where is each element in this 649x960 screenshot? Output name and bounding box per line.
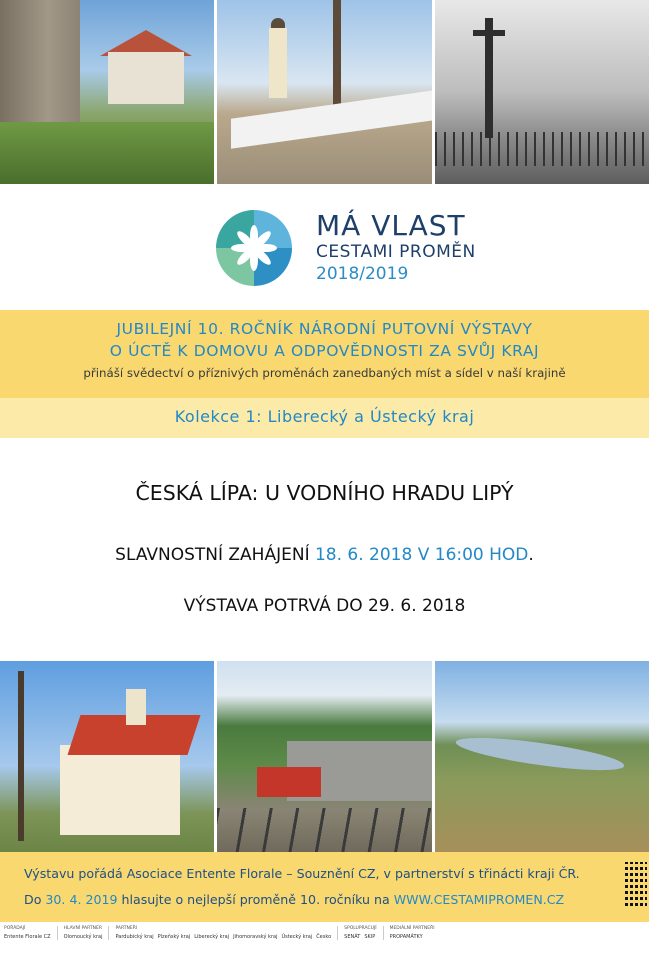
announcement-band (0, 310, 649, 398)
train-depot-photo (217, 661, 431, 852)
church-square-photo (217, 0, 431, 184)
partner-group-main (64, 926, 110, 940)
cross-monument-photo (435, 0, 649, 184)
qr-code-icon[interactable] (625, 862, 647, 906)
partner-logo: SENÁT (344, 934, 361, 940)
website-link[interactable]: WWW.CESTAMIPROMEN.CZ (393, 892, 565, 907)
partner-group-label: POŘÁDAJÍ (4, 926, 26, 931)
chapel-photo (0, 661, 214, 852)
flower-icon (216, 210, 292, 286)
partner-group-label: HLAVNÍ PARTNER (63, 926, 102, 931)
partner-logo: Entente Florale CZ (4, 934, 51, 940)
footer-photo-row (0, 661, 649, 852)
castle-photo (0, 0, 214, 184)
event-title: ČESKÁ LÍPA: U VODNÍHO HRADU LIPÝ (135, 481, 514, 505)
voting-date: 30. 4. 2019 (45, 892, 118, 907)
logo-years: 2018/2019 (316, 264, 409, 284)
partner-logo: Pardubický kraj (115, 934, 154, 940)
partner-logo: Olomoucký kraj (63, 934, 103, 940)
partner-logo: Liberecký kraj (194, 934, 230, 940)
partner-group-organizers (4, 926, 58, 940)
voting-prefix: Do (24, 892, 46, 907)
partner-group-cooperation (344, 926, 383, 940)
opening-date: 18. 6. 2018 V 16:00 HOD (314, 545, 529, 565)
voting-middle: hlasujte o nejlepší proměně 10. ročníku na (117, 892, 394, 907)
opening-line (0, 545, 649, 565)
logo-title: MÁ VLAST (316, 209, 466, 242)
lake-landscape-photo (435, 661, 649, 852)
opening-label: SLAVNOSTNÍ ZAHÁJENÍ (115, 545, 310, 565)
partner-group-label: MEDIÁLNÍ PARTNEŘI (389, 926, 435, 931)
header-photo-row (0, 0, 649, 184)
partner-logo: SKIP (364, 934, 376, 940)
voting-text (24, 892, 564, 907)
announcement-line-3: přináší svědectví o příznivých proměnách zanedbaných míst a sídel v naší krajině (83, 366, 566, 380)
logo-subtitle: CESTAMI PROMĚN (316, 242, 476, 262)
partner-logo: PROPAMÁTKY (389, 934, 423, 940)
footer-band (0, 852, 649, 922)
partner-logo: Ústecký kraj (281, 934, 313, 940)
exhibition-logo (216, 210, 476, 286)
announcement-line-2: O ÚCTĚ K DOMOVU A ODPOVĚDNOSTI ZA SVŮJ KRAJ (109, 342, 540, 360)
opening-end: . (528, 545, 534, 565)
partner-logo: Česko (316, 934, 332, 940)
partner-logos (0, 922, 649, 960)
partner-logo: Plzeňský kraj (157, 934, 191, 940)
collection-band: Kolekce 1: Liberecký a Ústecký kraj (0, 398, 649, 438)
partner-group-label: SPOLUPRACUJÍ (344, 926, 377, 931)
duration-line: VÝSTAVA POTRVÁ DO 29. 6. 2018 (183, 596, 466, 616)
partner-group-label: PARTNEŘI (115, 926, 138, 931)
partner-logo: Jihomoravský kraj (233, 934, 278, 940)
organizer-text: Výstavu pořádá Asociace Entente Florale – Souznění CZ, v partnerství s třinácti kraji ČR. (24, 866, 580, 881)
announcement-line-1: JUBILEJNÍ 10. ROČNÍK NÁRODNÍ PUTOVNÍ VÝSTAVY (116, 320, 533, 338)
partner-group-partners (115, 926, 338, 940)
partner-group-media (390, 926, 441, 940)
